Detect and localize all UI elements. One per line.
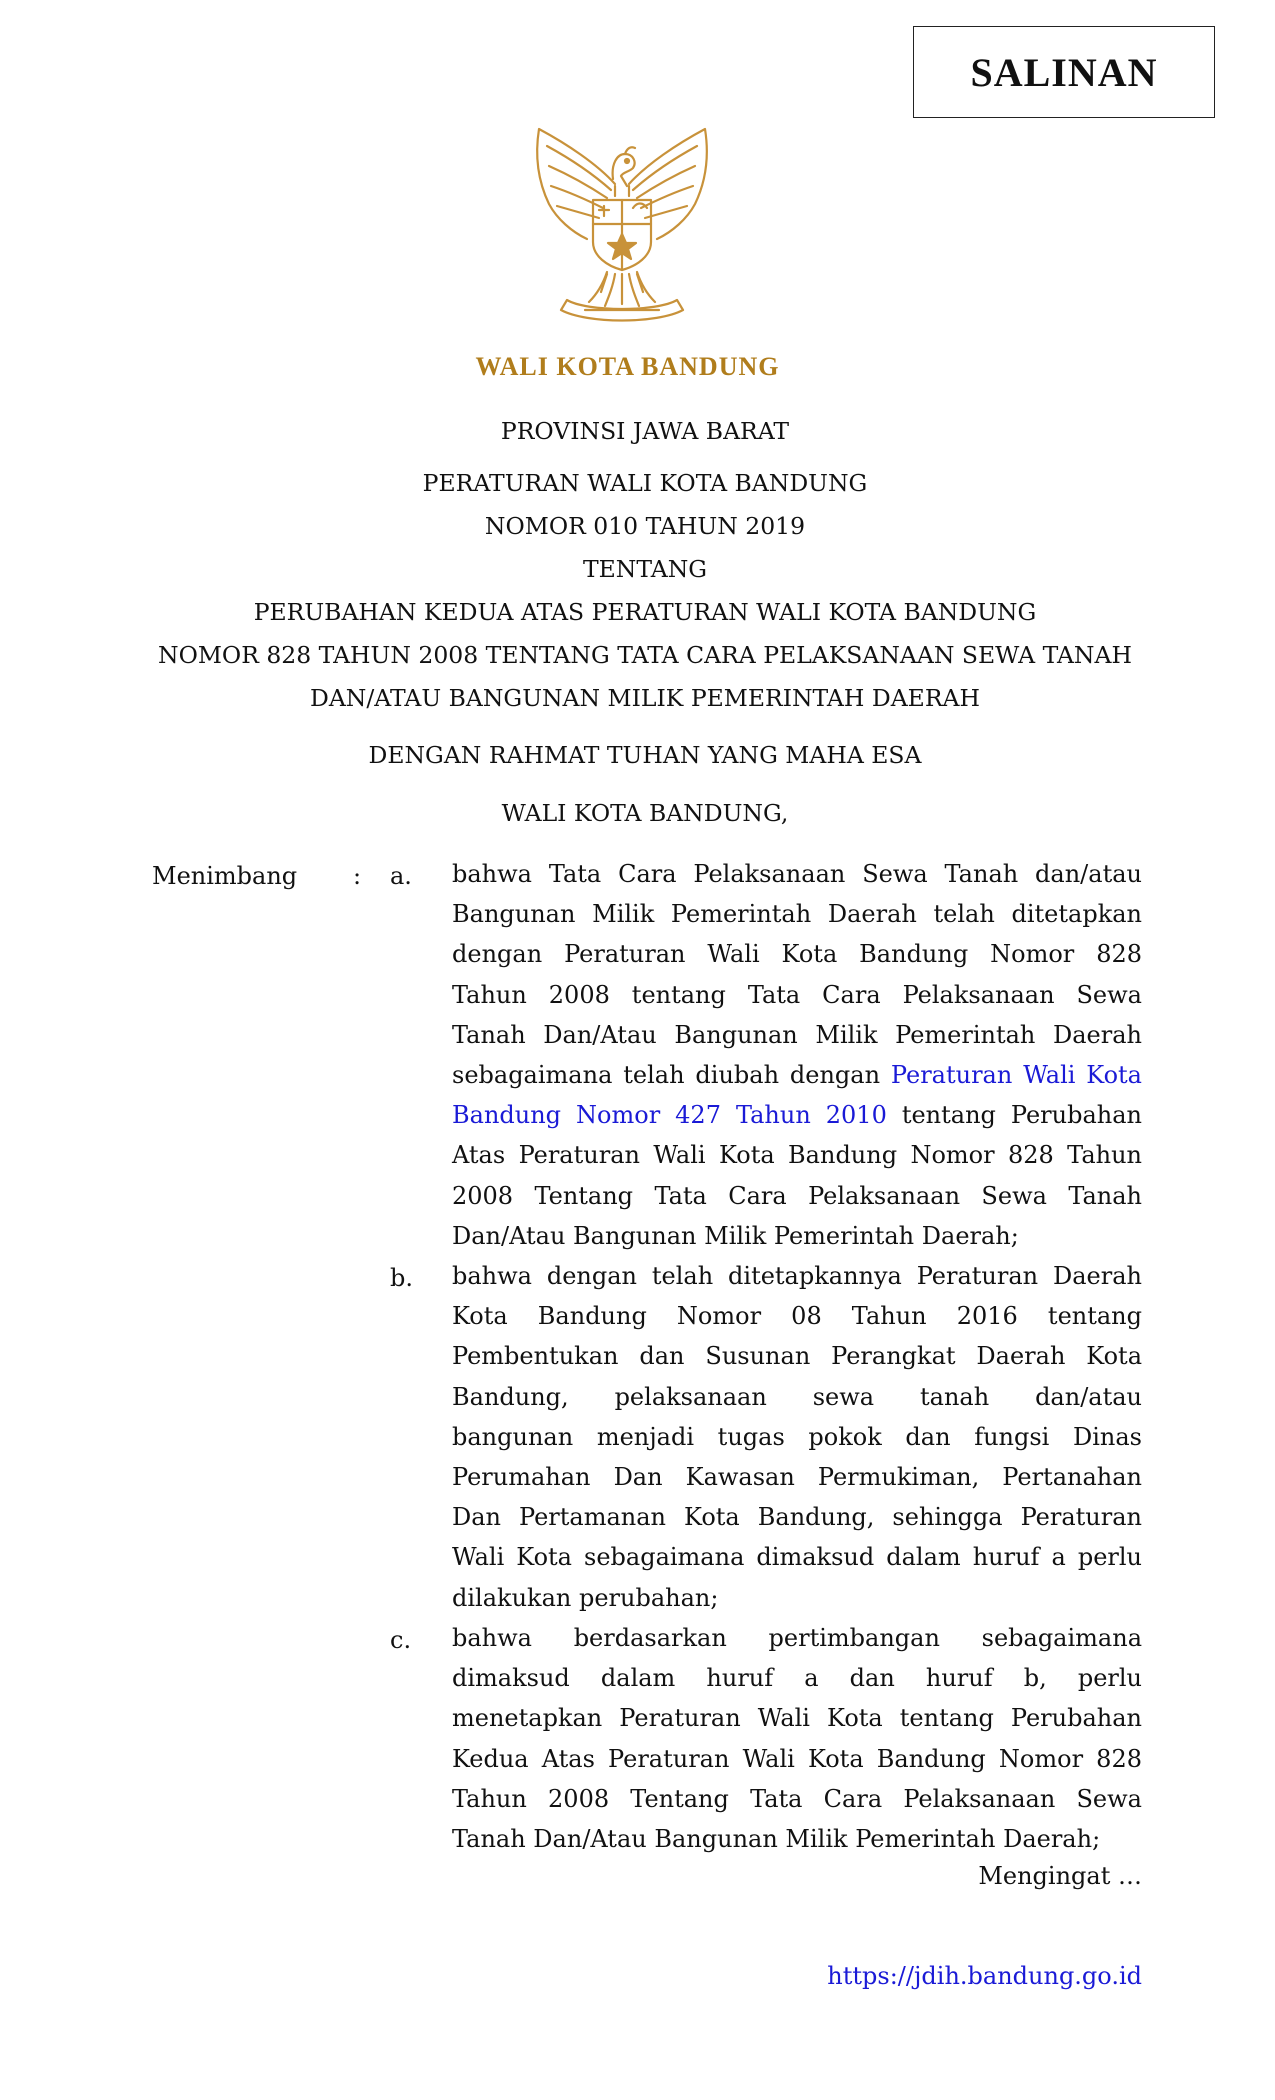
text-line: Dan Pertamanan Kota Bandung, sehingga Peraturan xyxy=(452,1503,1142,1532)
text-line: bahwa dengan telah ditetapkannya Peraturan Daerah xyxy=(452,1262,1142,1290)
text-line: Dan/Atau Bangunan Milik Pemerintah Daerah; xyxy=(452,1221,1019,1250)
item-text xyxy=(452,1256,1275,1618)
text-line xyxy=(452,1055,1142,1095)
text-line: menetapkan Peraturan Wali Kota tentang Perubahan xyxy=(452,1704,1142,1733)
text-line: Tanah Dan/Atau Bangunan Milik Pemerintah Daerah; xyxy=(452,1824,1101,1853)
about-line: TENTANG xyxy=(582,555,708,583)
subject-line-1: PERUBAHAN KEDUA ATAS PERATURAN WALI KOTA BANDUNG xyxy=(253,598,1037,626)
footer-url-link[interactable]: https://jdih.bandung.go.id xyxy=(827,1962,1142,1990)
item-letter: b. xyxy=(390,1264,413,1292)
text-line: dengan Peraturan Wali Kota Bandung Nomor 828 xyxy=(452,940,1142,969)
item-letter: a. xyxy=(390,862,412,890)
item-text xyxy=(452,1618,1275,1859)
text-line: Tahun 2008 Tentang Tata Cara Pelaksanaan Sewa xyxy=(452,1784,1142,1813)
text-line: Kota Bandung Nomor 08 Tahun 2016 tentang xyxy=(452,1302,1142,1331)
subject-line-2: NOMOR 828 TAHUN 2008 TENTANG TATA CARA PELAKSANAAN SEWA TANAH xyxy=(158,641,1132,669)
blessing-line: DENGAN RAHMAT TUHAN YANG MAHA ESA xyxy=(368,741,922,769)
text-segment: sebagaimana telah diubah dengan xyxy=(452,1060,891,1089)
regulation-title: PERATURAN WALI KOTA BANDUNG xyxy=(422,469,868,497)
garuda-emblem-icon xyxy=(527,124,717,329)
regulation-number: NOMOR 010 TAHUN 2019 xyxy=(484,512,806,540)
menimbang-label: Menimbang xyxy=(152,862,298,890)
text-line: Bangunan Milik Pemerintah Daerah telah ditetapkan xyxy=(452,900,1142,929)
text-line: Atas Peraturan Wali Kota Bandung Nomor 828 Tahun xyxy=(452,1141,1142,1170)
signatory-line: WALI KOTA BANDUNG, xyxy=(501,799,789,827)
text-line: dilakukan perubahan; xyxy=(452,1583,719,1612)
text-line: 2008 Tentang Tata Cara Pelaksanaan Sewa Tanah xyxy=(452,1181,1142,1210)
text-line: bahwa Tata Cara Pelaksanaan Sewa Tanah dan/atau xyxy=(452,860,1142,888)
text-line: bahwa berdasarkan pertimbangan sebagaimana xyxy=(452,1624,1142,1652)
next-page-catchword: Mengingat … xyxy=(978,1862,1142,1890)
regulation-link-continued[interactable]: Bandung Nomor 427 Tahun 2010 xyxy=(452,1101,887,1130)
item-letter: c. xyxy=(390,1626,412,1654)
province-line: PROVINSI JAWA BARAT xyxy=(500,417,790,445)
subject-line-3: DAN/ATAU BANGUNAN MILIK PEMERINTAH DAERAH xyxy=(310,684,980,712)
text-line xyxy=(452,1095,1142,1135)
salinan-stamp: SALINAN xyxy=(913,26,1215,118)
text-line: bangunan menjadi tugas pokok dan fungsi Dinas xyxy=(452,1422,1142,1451)
text-line: dimaksud dalam huruf a dan huruf b, perlu xyxy=(452,1664,1142,1693)
regulation-link[interactable]: Peraturan Wali Kota xyxy=(890,1060,1142,1089)
item-text xyxy=(452,854,1275,1256)
text-line: Bandung, pelaksanaan sewa tanah dan/atau xyxy=(452,1382,1142,1411)
text-line: Pembentukan dan Susunan Perangkat Daerah Kota xyxy=(452,1342,1142,1371)
text-line: Kedua Atas Peraturan Wali Kota Bandung Nomor 828 xyxy=(452,1744,1142,1773)
text-segment: tentang Perubahan xyxy=(886,1101,1142,1130)
text-line: Tahun 2008 tentang Tata Cara Pelaksanaan Sewa xyxy=(452,980,1142,1009)
text-line: Tanah Dan/Atau Bangunan Milik Pemerintah Daerah xyxy=(452,1020,1142,1049)
text-line: Perumahan Dan Kawasan Permukiman, Pertanahan xyxy=(452,1462,1142,1491)
menimbang-colon: : xyxy=(353,862,362,890)
text-line: Wali Kota sebagaimana dimaksud dalam huruf a perlu xyxy=(452,1543,1142,1572)
city-title: WALI KOTA BANDUNG xyxy=(475,352,780,381)
